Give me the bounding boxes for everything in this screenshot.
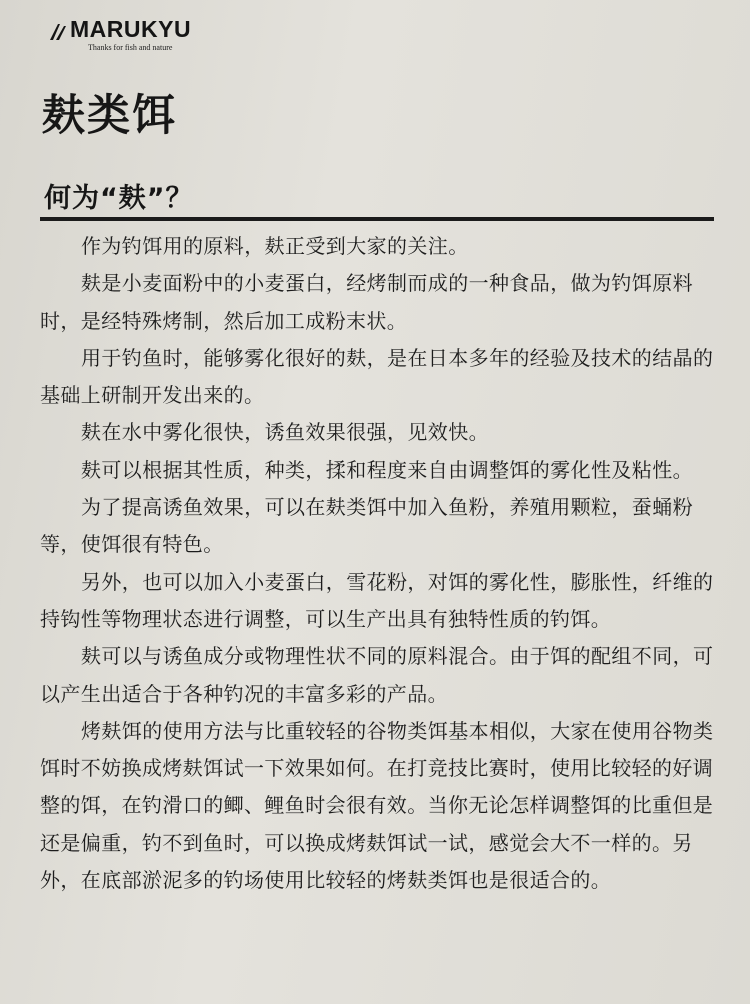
- page-title: 麸类饵: [42, 91, 177, 141]
- paragraph-8: 麸可以与诱鱼成分或物理性状不同的原料混合。由于饵的配组不同，可以产生出适合于各种钓况的丰富多彩的产品。: [40, 644, 714, 706]
- paragraph-2: 麸是小麦面粉中的小麦蛋白，经烤制而成的一种食品，做为钓饵原料时，是经特殊烤制，然后加工成粉末状。: [40, 271, 693, 333]
- paragraph-9: 烤麸饵的使用方法与比重较轻的谷物类饵基本相似，大家在使用谷物类饵时不妨换成烤麸饵试一下效果如何。在打竞技比赛时，使用比较轻的好调整的饵，在钓滑口的鲫、鲤鱼时会很有效。当你无论怎样调整饵的比重但是还是偏重，钓不到鱼时，可以换成烤麸饵试一试，感觉会大不一样的。另外，在底部淤泥多的钓场使用比较轻的烤麸类饵也是很适合的。: [40, 718, 714, 893]
- paragraph-7: 另外，也可以加入小麦蛋白，雪花粉，对饵的雾化性，膨胀性，纤维的持钩性等物理状态进行调整，可以生产出具有独特性质的钓饵。: [40, 569, 714, 631]
- fish-logo-icon: [48, 20, 70, 42]
- paragraph-5: 麸可以根据其性质，种类，揉和程度来自由调整饵的雾化性及粘性。: [81, 457, 693, 482]
- paragraph-1: 作为钓饵用的原料，麸正受到大家的关注。: [81, 234, 469, 258]
- brand-name: MARUKYU: [70, 16, 192, 42]
- section-heading: 何为“麸”？: [44, 183, 194, 214]
- paragraph-3: 用于钓鱼时，能够雾化很好的麸，是在日本多年的经验及技术的结晶的基础上研制开发出来的。: [40, 345, 714, 408]
- brand-logo: [48, 12, 218, 52]
- brand-tagline: Thanks for fish and nature: [88, 43, 173, 52]
- paragraph-6: 为了提高诱鱼效果，可以在麸类饵中加入鱼粉，养殖用颗粒，蚕蛹粉等，使饵很有特色。: [40, 495, 693, 557]
- section-divider: [40, 217, 714, 221]
- paragraph-4: 麸在水中雾化很快，诱鱼效果很强，见效快。: [81, 420, 489, 445]
- article-body: [40, 228, 722, 899]
